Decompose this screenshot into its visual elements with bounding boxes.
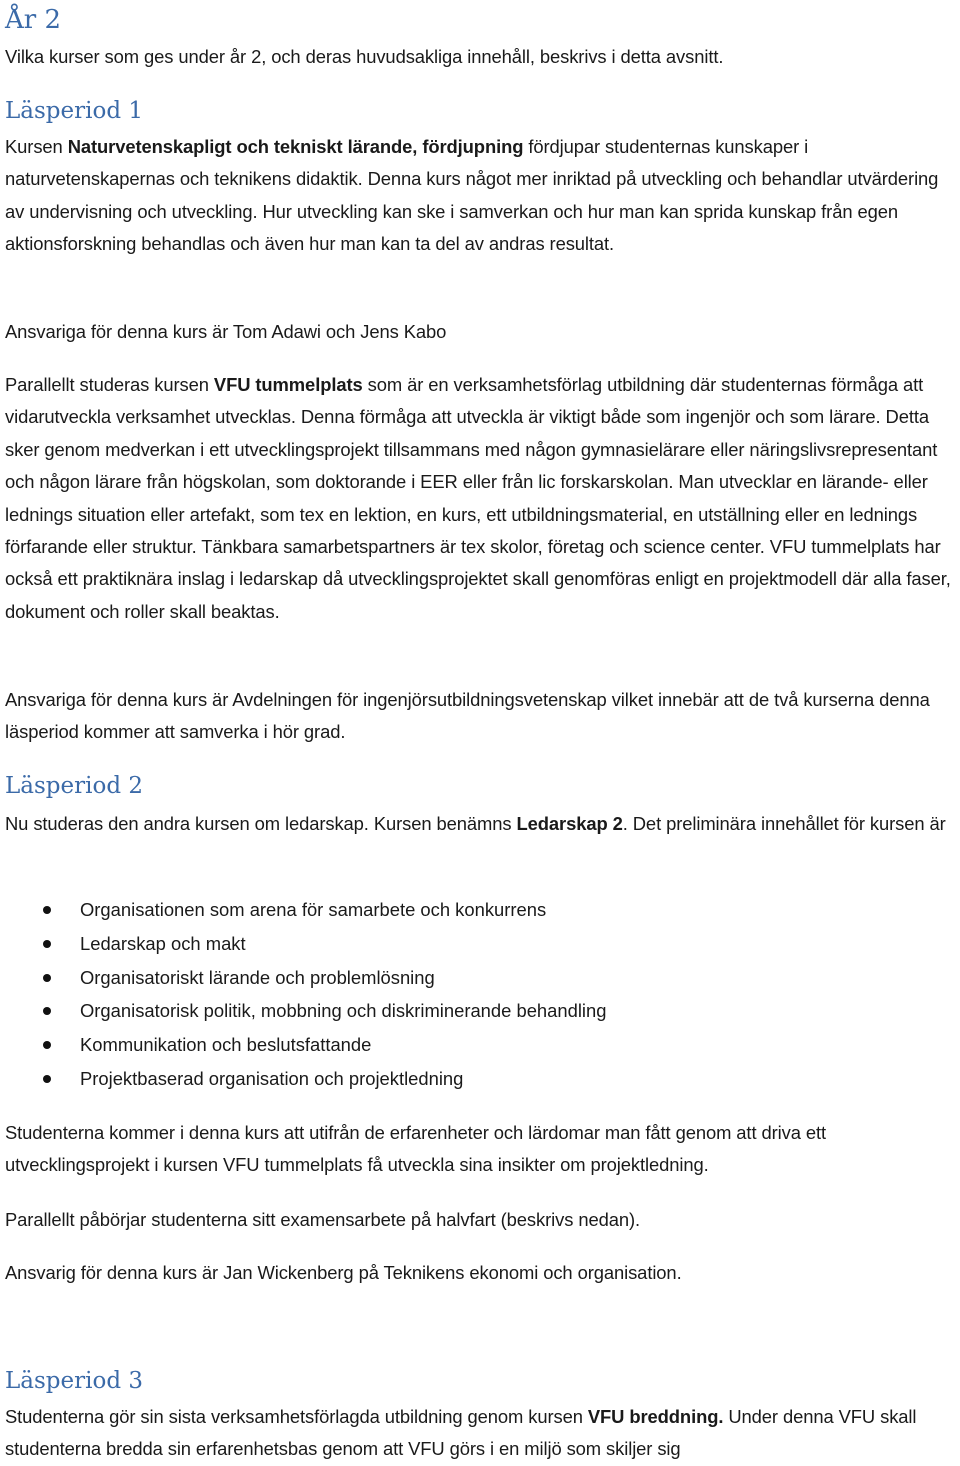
course-name-natural-science: Naturvetenskapligt och tekniskt lärande, fördjupning bbox=[67, 136, 524, 157]
list-item: Ledarskap och makt bbox=[5, 927, 957, 961]
heading-period-2: Läsperiod 2 bbox=[5, 773, 143, 799]
list-item: Organisatorisk politik, mobbning och diskriminerande behandling bbox=[5, 994, 957, 1028]
list-item: Kommunikation och beslutsfattande bbox=[5, 1028, 957, 1062]
heading-year: År 2 bbox=[5, 5, 62, 35]
period1-course-paragraph: Kursen Naturvetenskapligt och tekniskt lärande, fördjupning fördjupar studenternas kunskaper i naturvetenskapernas och teknikens didaktik. Denna kurs något mer inriktad på utveckling och behandlar utvärdering av undervisning och utveckling. Hur utveckling kan ske i samverkan och hur man kan sprida kunskap från egen aktionsforskning behandlas och även hur man kan ta del av andras resultat. bbox=[5, 136, 939, 255]
period1-vfu-paragraph: Parallellt studeras kursen VFU tummelplats som är en verksamhetsförlag utbildning där studenternas förmåga att vidarutveckla verksamhet utvecklas. Denna förmåga att utveckla är viktigt både som ingenjör och som lärare. Detta sker genom medverkan i ett utvecklingsprojekt tillsammans med någon gymnasielärare eller näringslivsrepresentant och någon lärare från högskolan, som doktorande i EER eller från lic forskarskolan. Man utvecklar en lärande- eller lednings situation eller artefakt, som tex en lektion, en kurs, ett utbildningsmaterial, en utställning eller en lednings förfarande eller struktur. Tänkbara samarbetspartners är tex skolor, företag och science center. VFU tummelplats har också ett praktiknära inslag i ledarskap då utvecklingsprojektet skall genomföras enligt en projektmodell där alla faser, dokument och roller skall beaktas. bbox=[5, 374, 951, 622]
list-item: Projektbaserad organisation och projektledning bbox=[5, 1062, 957, 1096]
period2-paragraph-3: Parallellt påbörjar studenterna sitt examensarbete på halvfart (beskrivs nedan). bbox=[5, 1209, 640, 1230]
intro-paragraph: Vilka kurser som ges under år 2, och deras huvudsakliga innehåll, beskrivs i detta avsnitt. bbox=[5, 46, 724, 67]
period3-paragraph: Studenterna gör sin sista verksamhetsförlagda utbildning genom kursen VFU breddning. Under denna VFU skall studenterna bredda sin erfarenhetsbas genom att VFU görs i en miljö som skiljer sig bbox=[5, 1406, 917, 1460]
period2-responsible: Ansvarig för denna kurs är Jan Wickenberg på Teknikens ekonomi och organisation. bbox=[5, 1262, 682, 1283]
course-name-vfu-breddning: VFU breddning. bbox=[587, 1406, 724, 1427]
course-name-ledarskap-2: Ledarskap 2 bbox=[516, 813, 623, 834]
course-content-list bbox=[5, 893, 957, 1096]
period1-responsible-1: Ansvariga för denna kurs är Tom Adawi och Jens Kabo bbox=[5, 321, 447, 342]
period2-paragraph-2: Studenterna kommer i denna kurs att utifrån de erfarenheter och lärdomar man fått genom att driva ett utvecklingsprojekt i kursen VFU tummelplats få utveckla sina insikter om projektledning. bbox=[5, 1122, 826, 1176]
heading-period-1: Läsperiod 1 bbox=[5, 98, 143, 124]
course-name-vfu-tummelplats: VFU tummelplats bbox=[213, 374, 363, 395]
list-item: Organisationen som arena för samarbete och konkurrens bbox=[5, 893, 957, 927]
heading-period-3: Läsperiod 3 bbox=[5, 1368, 143, 1394]
period2-intro-paragraph: Nu studeras den andra kursen om ledarskap. Kursen benämns Ledarskap 2. Det preliminära innehållet för kursen är bbox=[5, 813, 946, 834]
period1-responsible-2: Ansvariga för denna kurs är Avdelningen för ingenjörsutbildningsvetenskap vilket innebär att de två kurserna denna läsperiod kommer att samverka i hör grad. bbox=[5, 689, 930, 743]
list-item: Organisatoriskt lärande och problemlösning bbox=[5, 961, 957, 995]
